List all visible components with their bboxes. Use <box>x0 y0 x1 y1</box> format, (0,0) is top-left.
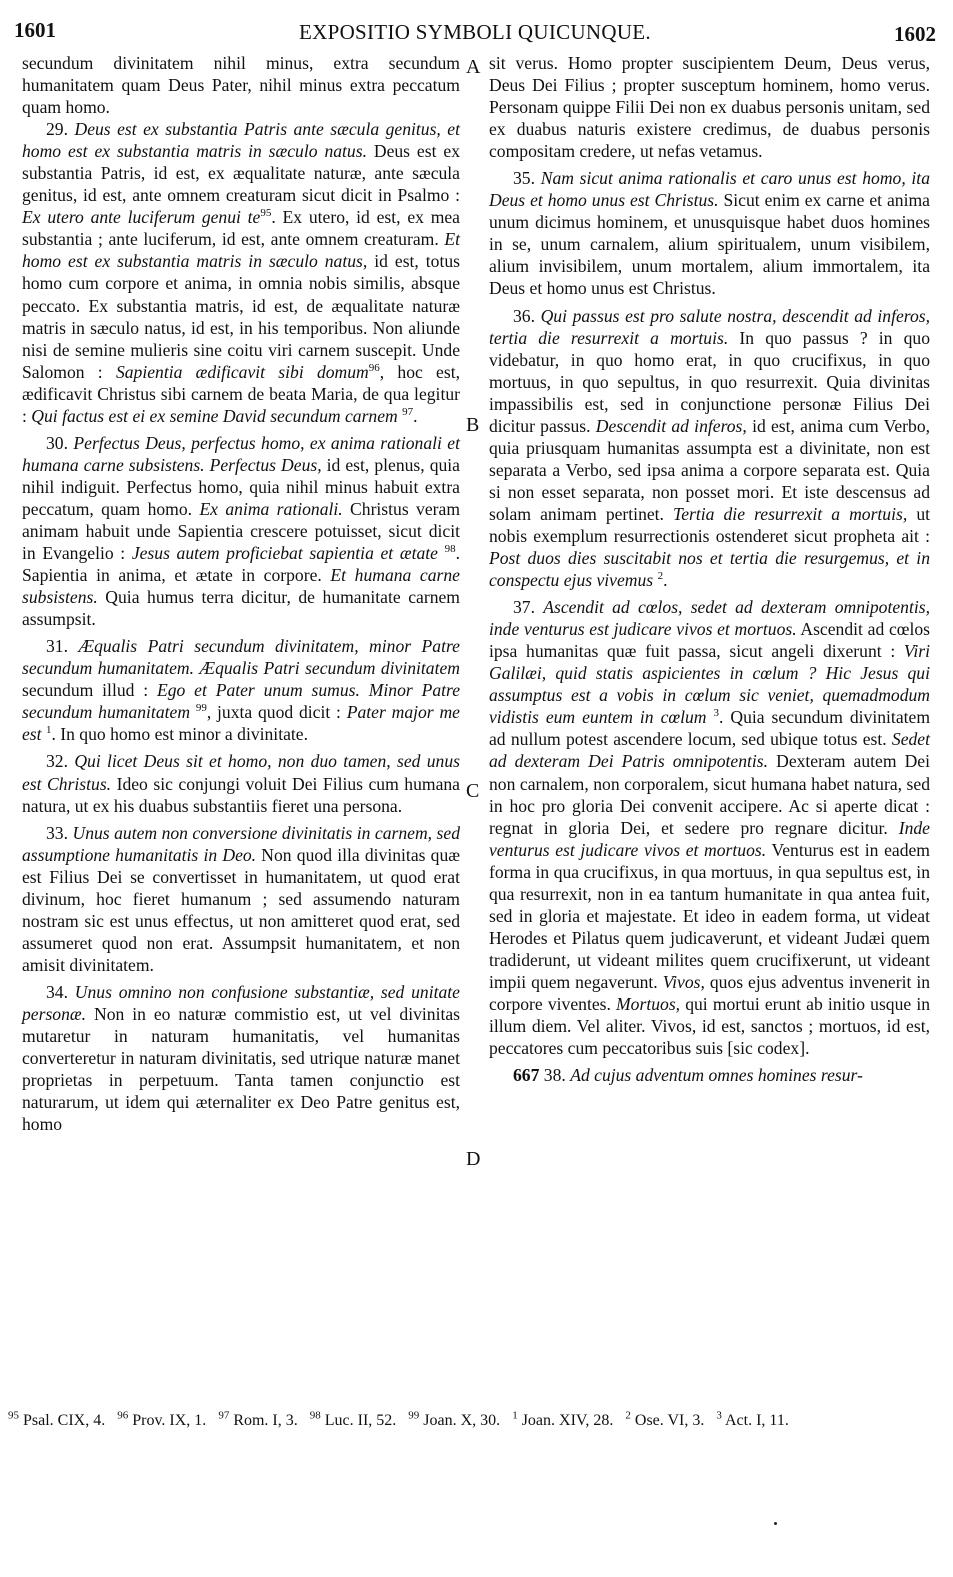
commentary-text: . Ex utero, id est, ex mea substantia ; ante luciferum, id est, ante omnem creaturam. <box>22 207 460 250</box>
creed-text: Mortuos, <box>616 993 681 1014</box>
quotation: Sapientia ædificavit sibi domum <box>115 361 369 382</box>
footnote-number: 96 <box>117 1409 129 1422</box>
footnote-number: 99 <box>408 1409 420 1422</box>
section-number: 33. <box>46 822 68 843</box>
running-title: EXPOSITIO SYMBOLI QUICUNQUE. <box>299 20 651 44</box>
paragraph-32 <box>22 750 460 816</box>
commentary-text: secundum illud : <box>22 680 149 701</box>
paragraph-36: 36. Qui passus est pro salute nostra, descendit ad inferos, tertia die resurrexit a mortuis. In quo passus ? in quo videbatur, in quo homo erat, in quo crucifixus, in quo mortuus, in quo sepultus, in quo resurrexit. Quia divinitas impassibilis est, sed in conjunctione personæ Filius Dei dicitur passus. Descendit ad inferos, id est, anima cum Verbo, quia priusquam humanitas assumpta est a divinitate, non est separata a Verbo, sed ipsa anima a corpore separata est. Quia si non esset separata, non posset mori. Et iste descensus ad solam animam pertinet. Tertia die resurrexit a mortuis, ut nobis exemplum resurrectionis ostenderet sicut propheta ait : Post duos dies suscitabit nos et tertia die resurgemus, et in conspectu ejus vivemus $^2$. <box>489 305 931 591</box>
paragraph-34 <box>22 981 460 1135</box>
commentary-text: , hoc est, ædificavit Christus sibi carnem de beata Maria, de qua legitur : <box>22 361 460 426</box>
footnote-ref: 97 <box>402 405 414 418</box>
section-number: 37. <box>513 597 535 618</box>
commentary-text: ut nobis exemplum resurrectionis ostenderet sicut propheta ait : <box>489 503 931 546</box>
footnote-ref: 2 <box>657 570 664 583</box>
footnotes <box>8 1411 938 1431</box>
paragraph-38 <box>489 1064 930 1086</box>
footnote-ref: 1 <box>45 724 52 737</box>
creed-text: Unus autem non conversione divinitatis in carnem, sed assumptione humanitatis in Deo. <box>22 822 460 865</box>
footnote-text: Joan. XIV, 28. <box>521 1412 614 1429</box>
commentary-text: qui mortui erunt ab initio usque in illum diem. Vel aliter. Vivos, id est, sanctos ; mortuos, id est, peccatores cum peccatoribus suis [sic codex]. <box>489 993 931 1059</box>
creed-text: Inde venturus est judicare vivos et mortuos. <box>489 817 930 860</box>
creed-text: Et humana carne subsistens. <box>22 565 460 608</box>
creed-text: Sedet ad dexteram Dei Patris omnipotentis. <box>489 729 930 772</box>
footnote-text: Joan. X, 30. <box>423 1412 501 1429</box>
paragraph-continuation: sit verus. Homo propter suscipientem Deum, Deus verus, Deus Dei Filius ; propter susceptum hominem, homo verus. Personam quippe Filii Dei non ex duabus personis unitam, sed ex duabus naturis existere credimus, de duabus personis compositam credere, ut nefas vetamus. <box>489 53 930 162</box>
commentary-text: Deus est ex substantia Patris, id est, ex æqualitate naturæ, ante sæcula genitus, id est, ante omnem creaturam sicut dicit in Psalmo : <box>22 141 460 206</box>
footnote-text: Prov. IX, 1. <box>132 1412 207 1429</box>
footnote-number: 97 <box>218 1409 230 1422</box>
creed-text: Ex anima rationali. <box>199 498 343 519</box>
footnote-ref: 99 <box>195 702 207 715</box>
footnote-text: Rom. I, 3. <box>233 1412 298 1429</box>
section-number: 34. <box>46 981 68 1002</box>
right-column <box>489 52 930 1086</box>
footnote-text: Luc. II, 52. <box>324 1412 397 1429</box>
paragraph-continuation: secundum divinitatem nihil minus, extra secundum humanitatem quam Deus Pater, nihil minus extra peccatum quam homo. <box>22 53 460 118</box>
commentary-text: . Sapientia in anima, et ætate in corpore. <box>22 543 460 586</box>
paragraph-31 <box>22 635 460 745</box>
paragraph-30 <box>22 432 460 630</box>
footnote-number: 3 <box>716 1409 722 1422</box>
creed-text: Descendit ad inferos, <box>595 415 747 436</box>
commentary-text: Ascendit ad cœlos ipsa humanitas quæ fuit passa, sicut angeli dixerunt : <box>489 619 930 662</box>
paragraph-33 <box>22 822 460 976</box>
quotation: Ex utero ante luciferum genui te <box>22 207 261 228</box>
creed-text: Deus est ex substantia Patris ante sæcula genitus, et homo est ex substantia matris in sæculo natus. <box>22 119 460 162</box>
column-number: 667 <box>513 1065 540 1086</box>
quotation: Ego et Pater unum sumus. Minor Patre secundum humanitatem <box>22 680 461 723</box>
commentary-text: Christus veram animam habuit unde Sapientia crescere potuisset, sicut dicit in Evangelio : <box>22 498 460 564</box>
footnote-text: Ose. VI, 3. <box>634 1412 705 1429</box>
section-number: 29. <box>46 119 68 140</box>
quotation: Pater major me est <box>22 702 460 745</box>
commentary-text: . In quo homo est minor a divinitate. <box>51 724 308 745</box>
commentary-text: . Quia secundum divinitatem ad nullum potest ascendere locum, sed ubique totus est. <box>489 707 931 750</box>
section-number: 38. <box>543 1065 566 1086</box>
commentary-text: id est, totus homo cum corpore et anima, in omnia nobis similis, absque peccato. Ex substantia matris, id est, de æqualitate naturæ matris in sæculo natus, id est, in his temporibus. Non aliunde nisi de semine mulieris sine coitu viri carnem suscepit. Unde Salomon : <box>22 251 460 382</box>
footnote-number: 95 <box>8 1409 19 1422</box>
commentary-text: id est, plenus, quia nihil indiguit. Perfectus homo, quia nihil minus habuit extra peccatum, quam homo. <box>22 454 460 519</box>
page-number-right: 1602 <box>894 22 936 46</box>
section-number: 35. <box>513 168 535 189</box>
footnote-number: 1 <box>512 1409 518 1422</box>
footnote-number: 98 <box>309 1409 321 1422</box>
paragraph-37 <box>489 596 930 1059</box>
commentary-text: Quia humus terra dicitur, de humanitate carnem assumpsit. <box>22 587 460 630</box>
footnote-ref: 95 <box>260 207 272 220</box>
commentary-text: Dexteram autem Dei non carnalem, non corporalem, sicut humana habet natura, sed in hoc pro gloria Dei convenit accipere. Ac si aperte dicat : regnat in gloria Dei, et sedere pro regnare dicitur. <box>489 751 930 838</box>
creed-text: Ad cujus adventum omnes homines resur- <box>570 1065 863 1086</box>
footnote-text: Act. I, 11. <box>725 1412 789 1429</box>
creed-text: Æqualis Patri secundum divinitatem, minor Patre secundum humanitatem. Æqualis Patri secundum divinitatem <box>22 636 460 679</box>
commentary-text: Non in eo naturæ commistio est, ut vel divinitas mutaretur in naturam humanitatis, vel humanitas converteretur in naturam divinitatis, sed utrique naturæ manet proprietas in perpetuum. Tanta tamen conjunctio est naturarum, ut idem qui æternaliter ex Deo Patre genitus est, homo <box>22 1003 460 1135</box>
creed-text: Tertia die resurrexit a mortuis, <box>673 503 908 524</box>
quotation: Qui factus est ei ex semine David secundum carnem <box>31 405 398 426</box>
commentary-text: Non quod illa divinitas quæ est Filius Dei se convertisset in humanitatem, ut quod erat divinum, hoc fieret humanum ; sed assumendo naturam nostram sic est unus effectus, ut non amitteret quod erat, sed assumeret quod non erat. Assumpsit humanitatem, et non amisit divinitatem. <box>22 844 461 975</box>
paragraph-29: 29. Deus est ex substantia Patris ante sæcula genitus, et homo est ex substantia matris in sæculo natus. Deus est ex substantia Patris, id est, ex æqualitate naturæ, ante sæcula genitus, id est, ante omnem creaturam sicut dicit in Psalmo : Ex utero ante luciferum genui te$^{95}$. Ex utero, id est, ex mea substantia ; ante luciferum, id est, ante omnem creaturam. Et homo est ex substantia matris in sæculo natus, id est, totus homo cum corpore et anima, in omnia nobis similis, absque peccato. Ex substantia matris, id est, de æqualitate naturæ matris in sæculo natus, id est, in his temporibus. Non aliunde nisi de semine mulieris sine coitu viri carnem suscepit. Unde Salomon : Sapientia ædificavit sibi domum$^{96}$, hoc est, ædificavit Christus sibi carnem de beata Maria, de qua legitur : Qui factus est ei ex semine David secundum carnem $^{97}$. <box>22 119 460 426</box>
margin-marker-a: A <box>466 56 481 78</box>
footnote-number: 2 <box>625 1409 631 1422</box>
commentary-text: In quo passus ? in quo videbatur, in quo homo erat, in quo crucifixus, in quo mortuus, in quo sepultus, in quo resurrexit. Quia divinitas impassibilis est, sed in conjunctione personæ Filius Dei dicitur passus. <box>489 327 931 436</box>
commentary-text: Venturus est in eadem forma in qua crucifixus, in qua mortuus, in qua sepultus est, in qua resurrexit, non in ea tantum humanitate in qua antea fuit, sed in gloria et majestate. Et ideo in eadem forma, ut videat Herodes et Pilatus quem judicaverunt, et videant Judæi quem tradiderunt, ut videant milites quem crucifixerunt, ut videant impii quem negaverunt. <box>489 839 930 992</box>
quotation: Jesus autem proficiebat sapientia et ætate <box>131 543 438 564</box>
footnote-text: Psal. CIX, 4. <box>23 1412 106 1429</box>
page-header <box>14 18 936 48</box>
section-number: 32. <box>46 751 68 772</box>
ink-speck <box>774 1522 777 1525</box>
paragraph-35 <box>489 167 930 299</box>
footnote-ref: 96 <box>368 361 380 374</box>
section-number: 36. <box>513 305 535 326</box>
quotation: Viri Galilæi, quid statis aspicientes in cœlum ? Hic Jesus qui assumptus est a vobis in cœlum sic veniet, quemadmodum vidistis eum euntem in cœlum <box>489 641 930 728</box>
creed-text: Qui licet Deus sit et homo, non duo tamen, sed unus est Christus. <box>22 751 461 794</box>
creed-text: Perfectus Deus, perfectus homo, ex anima rationali et humana carne subsistens. Perfectus Deus, <box>22 432 460 475</box>
footnote-ref: 3 <box>713 707 719 720</box>
commentary-text: , juxta quod dicit : <box>206 702 341 723</box>
page-number-left: 1601 <box>14 18 56 42</box>
section-number: 31. <box>46 636 68 657</box>
footnote-ref: 98 <box>444 543 456 556</box>
commentary-text: Ideo sic conjungi voluit Dei Filius cum humana natura, ut ex his duabus substantiis fieret una persona. <box>22 773 460 816</box>
creed-text: Vivos, <box>662 971 705 992</box>
commentary-text: id est, anima cum Verbo, quia priusquam humanitas assumpta est a divinitate, non est separata a Verbo, sed ipsa anima a corpore separata est. Quia si non esset separata, non posset mori. Et iste descensus ad solam animam pertinet. <box>489 415 931 524</box>
quotation: Post duos dies suscitabit nos et tertia die resurgemus, et in conspectu ejus vivemus <box>489 548 930 591</box>
creed-text: Nam sicut anima rationalis et caro unus est homo, ita Deus et homo unus est Christus. <box>489 168 930 211</box>
commentary-text: quos ejus adventus invenerit in corpore viventes. <box>489 971 931 1014</box>
left-column <box>22 52 460 1135</box>
margin-marker-c: C <box>466 780 480 802</box>
creed-text: Unus omnino non confusione substantiæ, sed unitate personæ. <box>22 981 460 1024</box>
margin-marker-d: D <box>466 1148 481 1170</box>
margin-marker-b: B <box>466 414 480 436</box>
creed-text: Qui passus est pro salute nostra, descendit ad inferos, tertia die resurrexit a mortuis. <box>489 305 930 348</box>
section-number: 30. <box>46 432 68 453</box>
creed-text: Et homo est ex substantia matris in sæculo natus, <box>22 229 460 272</box>
commentary-text: Sicut enim ex carne et anima unum dicimus hominem, et unusquisque habet duos homines in se, unum carnalem, alium spiritualem, unum visibilem, alium invisibilem, unum mortalem, alium immortalem, ita Deus et homo unus est Christus. <box>489 190 930 299</box>
creed-text: Ascendit ad cœlos, sedet ad dexteram omnipotentis, inde venturus est judicare vivos et mortuos. <box>489 597 930 640</box>
